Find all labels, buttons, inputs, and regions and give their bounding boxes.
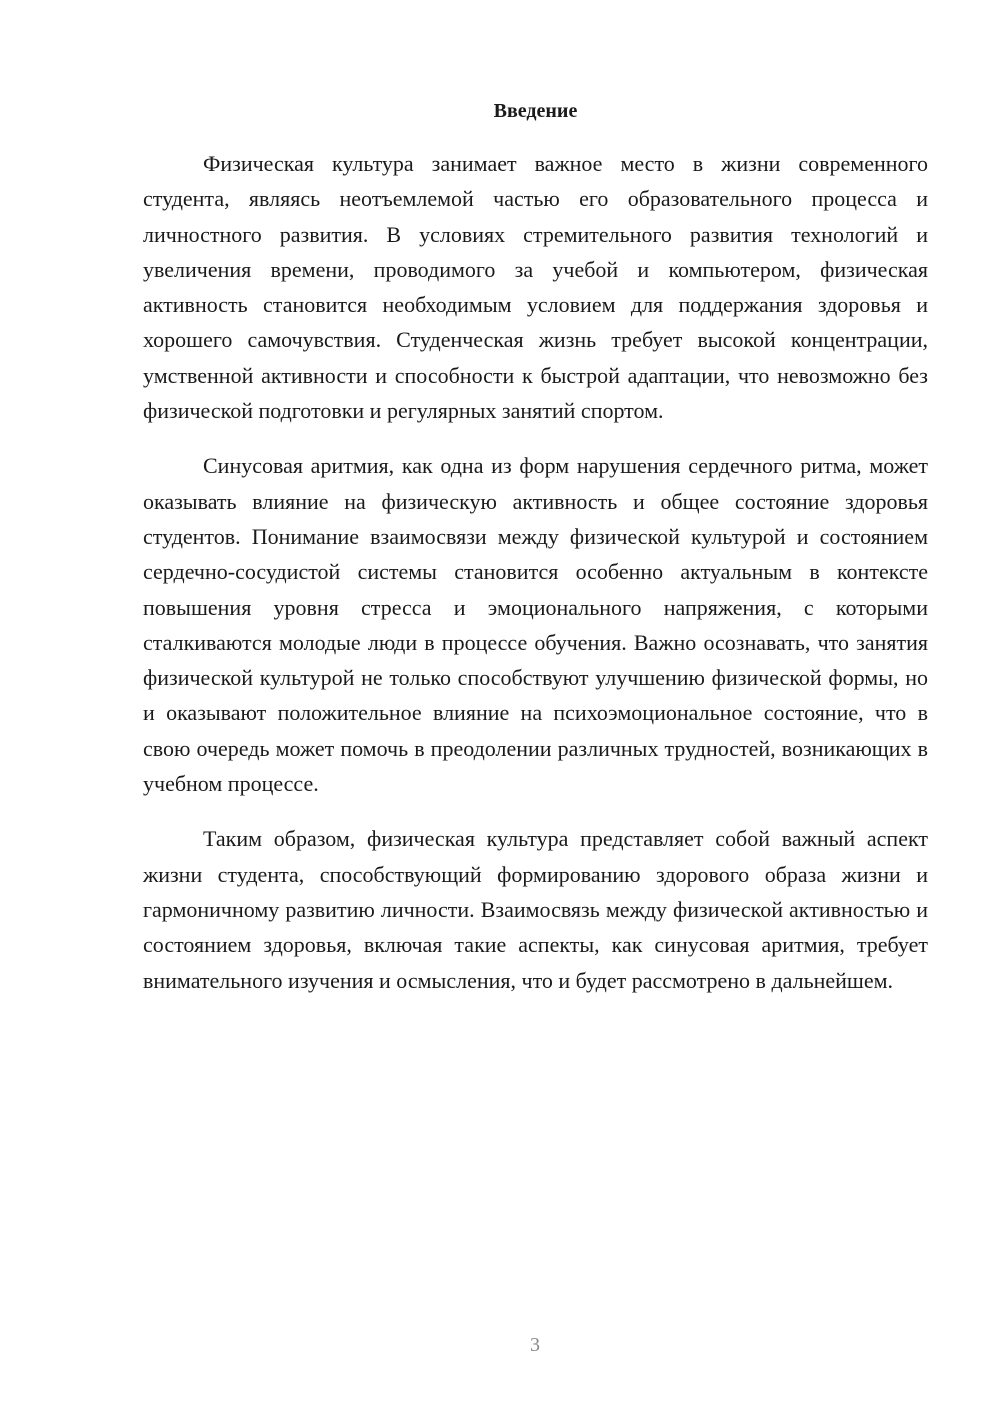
paragraph-2: Синусовая аритмия, как одна из форм нарушения сердечного ритма, может оказывать влияние на физическую активность и общее состояние здоровья студентов. Понимание взаимосвязи между физической культурой и состоянием сердечно-сосудистой системы становится особенно актуальным в контексте повышения уровня стресса и эмоционального напряжения, с которыми сталкиваются молодые люди в процессе обучения. Важно осознавать, что занятия физической культурой не только способствуют улучшению физической формы, но и оказывают положительное влияние на психоэмоциональное состояние, что в свою очередь может помочь в преодолении различных трудностей, возникающих в учебном процессе. [143, 453, 928, 797]
paragraph-3: Таким образом, физическая культура представляет собой важный аспект жизни студента, способствующий формированию здорового образа жизни и гармоничному развитию личности. Взаимосвязь между физической активностью и состоянием здоровья, включая такие аспекты, как синусовая аритмия, требует внимательного изучения и осмысления, что и будет рассмотрено в дальнейшем. [143, 826, 928, 993]
page-number: 3 [530, 1334, 540, 1356]
paragraph-1: Физическая культура занимает важное место в жизни современного студента, являясь неотъемлемой частью его образовательного процесса и личностного развития. В условиях стремительного развития технологий и увеличения времени, проводимого за учебой и компьютером, физическая активность становится необходимым условием для поддержания здоровья и хорошего самочувствия. Студенческая жизнь требует высокой концентрации, умственной активности и способности к быстрой адаптации, что невозможно без физической подготовки и регулярных занятий спортом. [143, 151, 928, 424]
section-title: Введение [493, 100, 578, 122]
page-content [143, 98, 928, 1018]
